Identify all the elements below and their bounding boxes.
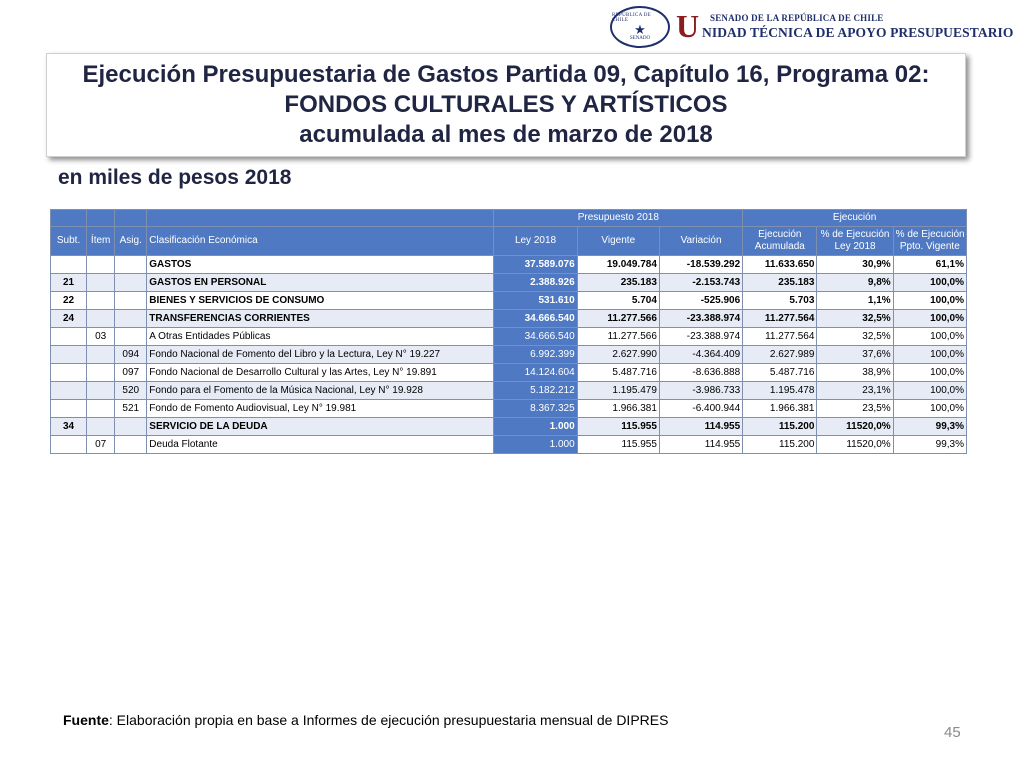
cell-ley: 2.388.926 bbox=[494, 274, 577, 292]
cell-vigente: 5.704 bbox=[577, 292, 659, 310]
cell-item bbox=[87, 418, 115, 436]
header-presupuesto-group: Presupuesto 2018 bbox=[494, 210, 743, 227]
cell-clasificacion: GASTOS EN PERSONAL bbox=[147, 274, 494, 292]
table-row bbox=[51, 328, 967, 346]
cell-vigente: 11.277.566 bbox=[577, 328, 659, 346]
header-variacion: Variación bbox=[659, 227, 742, 256]
cell-variacion: 114.955 bbox=[659, 436, 742, 454]
cell-asig bbox=[115, 328, 147, 346]
cell-pct-vigente: 100,0% bbox=[893, 292, 966, 310]
header-text: Ley 2018 bbox=[834, 241, 876, 252]
cell-ley: 37.589.076 bbox=[494, 256, 577, 274]
cell-ejecucion-acumulada: 11.277.564 bbox=[743, 310, 817, 328]
table-row bbox=[51, 274, 967, 292]
cell-pct-vigente: 100,0% bbox=[893, 328, 966, 346]
cell-pct-ley: 30,9% bbox=[817, 256, 893, 274]
source-footnote bbox=[63, 712, 668, 728]
header-text: % de Ejecución bbox=[820, 229, 890, 240]
cell-ley: 34.666.540 bbox=[494, 328, 577, 346]
cell-ley: 8.367.325 bbox=[494, 400, 577, 418]
header-clasificacion: Clasificación Económica bbox=[147, 227, 494, 256]
cell-pct-vigente: 100,0% bbox=[893, 346, 966, 364]
cell-ley: 1.000 bbox=[494, 436, 577, 454]
cell-pct-ley: 38,9% bbox=[817, 364, 893, 382]
header-text: % de Ejecución bbox=[895, 229, 965, 240]
cell-item bbox=[87, 274, 115, 292]
cell-ley: 1.000 bbox=[494, 418, 577, 436]
cell-subt bbox=[51, 400, 87, 418]
cell-clasificacion: Fondo de Fomento Audiovisual, Ley N° 19.981 bbox=[147, 400, 494, 418]
cell-item: 07 bbox=[87, 436, 115, 454]
table-row bbox=[51, 346, 967, 364]
cell-pct-ley: 32,5% bbox=[817, 310, 893, 328]
cell-variacion: -4.364.409 bbox=[659, 346, 742, 364]
cell-subt: 22 bbox=[51, 292, 87, 310]
cell-clasificacion: SERVICIO DE LA DEUDA bbox=[147, 418, 494, 436]
cell-subt: 24 bbox=[51, 310, 87, 328]
cell-vigente: 1.966.381 bbox=[577, 400, 659, 418]
cell-asig: 094 bbox=[115, 346, 147, 364]
cell-variacion: 114.955 bbox=[659, 418, 742, 436]
cell-subt bbox=[51, 436, 87, 454]
header-vigente: Vigente bbox=[577, 227, 659, 256]
cell-pct-ley: 11520,0% bbox=[817, 436, 893, 454]
header-ley: Ley 2018 bbox=[494, 227, 577, 256]
cell-ejecucion-acumulada: 2.627.989 bbox=[743, 346, 817, 364]
cell-pct-vigente: 100,0% bbox=[893, 274, 966, 292]
cell-asig: 520 bbox=[115, 382, 147, 400]
cell-pct-vigente: 99,3% bbox=[893, 436, 966, 454]
title-line-2: FONDOS CULTURALES Y ARTÍSTICOS bbox=[284, 91, 728, 118]
cell-asig bbox=[115, 274, 147, 292]
table-row bbox=[51, 292, 967, 310]
cell-item bbox=[87, 382, 115, 400]
cell-vigente: 1.195.479 bbox=[577, 382, 659, 400]
header-column-row bbox=[51, 227, 967, 256]
table-row bbox=[51, 364, 967, 382]
header-group-row bbox=[51, 210, 967, 227]
cell-asig bbox=[115, 292, 147, 310]
cell-pct-ley: 37,6% bbox=[817, 346, 893, 364]
header-pct-ley bbox=[817, 227, 893, 256]
table-body bbox=[51, 256, 967, 454]
footnote-label: Fuente bbox=[63, 712, 109, 728]
cell-ley: 531.610 bbox=[494, 292, 577, 310]
header-asig: Asig. bbox=[115, 227, 147, 256]
cell-pct-ley: 9,8% bbox=[817, 274, 893, 292]
cell-item: 03 bbox=[87, 328, 115, 346]
cell-ley: 6.992.399 bbox=[494, 346, 577, 364]
header-text: Ppto. Vigente bbox=[899, 241, 960, 252]
cell-ejecucion-acumulada: 235.183 bbox=[743, 274, 817, 292]
cell-vigente: 11.277.566 bbox=[577, 310, 659, 328]
logo-initial: U bbox=[676, 8, 700, 44]
cell-pct-ley: 32,5% bbox=[817, 328, 893, 346]
cell-subt: 21 bbox=[51, 274, 87, 292]
cell-vigente: 19.049.784 bbox=[577, 256, 659, 274]
header-item: Ítem bbox=[87, 227, 115, 256]
cell-ejecucion-acumulada: 115.200 bbox=[743, 436, 817, 454]
cell-clasificacion: TRANSFERENCIAS CORRIENTES bbox=[147, 310, 494, 328]
cell-vigente: 5.487.716 bbox=[577, 364, 659, 382]
header-blank bbox=[51, 210, 87, 227]
logo-line-1: SENADO DE LA REPÚBLICA DE CHILE bbox=[710, 13, 884, 23]
cell-variacion: -8.636.888 bbox=[659, 364, 742, 382]
cell-pct-vigente: 100,0% bbox=[893, 400, 966, 418]
cell-pct-ley: 23,1% bbox=[817, 382, 893, 400]
cell-item bbox=[87, 310, 115, 328]
cell-item bbox=[87, 292, 115, 310]
cell-pct-vigente: 100,0% bbox=[893, 382, 966, 400]
cell-variacion: -18.539.292 bbox=[659, 256, 742, 274]
header-blank bbox=[147, 210, 494, 227]
cell-ley: 14.124.604 bbox=[494, 364, 577, 382]
header-blank bbox=[87, 210, 115, 227]
cell-pct-vigente: 99,3% bbox=[893, 418, 966, 436]
cell-subt bbox=[51, 364, 87, 382]
cell-pct-ley: 23,5% bbox=[817, 400, 893, 418]
cell-ejecucion-acumulada: 1.195.478 bbox=[743, 382, 817, 400]
senado-seal-logo bbox=[610, 6, 670, 48]
header-ejecucion-group: Ejecución bbox=[743, 210, 967, 227]
cell-ejecucion-acumulada: 5.487.716 bbox=[743, 364, 817, 382]
footnote-text: : Elaboración propia en base a Informes de ejecución presupuestaria mensual de DIPRES bbox=[108, 712, 669, 728]
cell-variacion: -6.400.944 bbox=[659, 400, 742, 418]
cell-item bbox=[87, 364, 115, 382]
cell-ejecucion-acumulada: 11.277.564 bbox=[743, 328, 817, 346]
cell-vigente: 115.955 bbox=[577, 436, 659, 454]
seal-top-text: REPÚBLICA DE CHILE bbox=[612, 13, 652, 23]
cell-pct-vigente: 100,0% bbox=[893, 364, 966, 382]
cell-clasificacion: A Otras Entidades Públicas bbox=[147, 328, 494, 346]
header-subt: Subt. bbox=[51, 227, 87, 256]
cell-clasificacion: BIENES Y SERVICIOS DE CONSUMO bbox=[147, 292, 494, 310]
table-row bbox=[51, 310, 967, 328]
cell-ejecucion-acumulada: 1.966.381 bbox=[743, 400, 817, 418]
page-number: 45 bbox=[944, 724, 961, 741]
cell-ejecucion-acumulada: 115.200 bbox=[743, 418, 817, 436]
cell-asig bbox=[115, 310, 147, 328]
cell-asig: 521 bbox=[115, 400, 147, 418]
units-subtitle: en miles de pesos 2018 bbox=[58, 166, 292, 189]
cell-subt bbox=[51, 346, 87, 364]
cell-vigente: 235.183 bbox=[577, 274, 659, 292]
cell-item bbox=[87, 256, 115, 274]
table-row bbox=[51, 436, 967, 454]
title-box bbox=[46, 53, 966, 157]
cell-vigente: 2.627.990 bbox=[577, 346, 659, 364]
table-row bbox=[51, 418, 967, 436]
cell-subt: 34 bbox=[51, 418, 87, 436]
cell-subt bbox=[51, 382, 87, 400]
title-line-1: Ejecución Presupuestaria de Gastos Partida 09, Capítulo 16, Programa 02: bbox=[82, 61, 930, 88]
cell-item bbox=[87, 346, 115, 364]
cell-variacion: -3.986.733 bbox=[659, 382, 742, 400]
cell-ejecucion-acumulada: 5.703 bbox=[743, 292, 817, 310]
cell-clasificacion: Fondo para el Fomento de la Música Nacional, Ley N° 19.928 bbox=[147, 382, 494, 400]
cell-clasificacion: GASTOS bbox=[147, 256, 494, 274]
title-line-3: acumulada al mes de marzo de 2018 bbox=[299, 121, 713, 148]
cell-item bbox=[87, 400, 115, 418]
cell-variacion: -23.388.974 bbox=[659, 310, 742, 328]
cell-clasificacion: Fondo Nacional de Desarrollo Cultural y las Artes, Ley N° 19.891 bbox=[147, 364, 494, 382]
cell-pct-vigente: 61,1% bbox=[893, 256, 966, 274]
cell-variacion: -525.906 bbox=[659, 292, 742, 310]
table-row bbox=[51, 400, 967, 418]
star-icon: ★ bbox=[634, 22, 646, 37]
table-row bbox=[51, 382, 967, 400]
header-pct-vigente bbox=[893, 227, 966, 256]
cell-clasificacion: Fondo Nacional de Fomento del Libro y la Lectura, Ley N° 19.227 bbox=[147, 346, 494, 364]
cell-asig: 097 bbox=[115, 364, 147, 382]
cell-vigente: 115.955 bbox=[577, 418, 659, 436]
cell-asig bbox=[115, 256, 147, 274]
cell-asig bbox=[115, 418, 147, 436]
table-row bbox=[51, 256, 967, 274]
cell-subt bbox=[51, 328, 87, 346]
cell-asig bbox=[115, 436, 147, 454]
cell-pct-vigente: 100,0% bbox=[893, 310, 966, 328]
cell-variacion: -2.153.743 bbox=[659, 274, 742, 292]
seal-bottom-text: SENADO bbox=[629, 36, 651, 41]
logo-line-2: NIDAD TÉCNICA DE APOYO PRESUPUESTARIO bbox=[702, 25, 1014, 40]
cell-ley: 5.182.212 bbox=[494, 382, 577, 400]
cell-subt bbox=[51, 256, 87, 274]
header-blank bbox=[115, 210, 147, 227]
cell-clasificacion: Deuda Flotante bbox=[147, 436, 494, 454]
cell-ejecucion-acumulada: 11.633.650 bbox=[743, 256, 817, 274]
cell-ley: 34.666.540 bbox=[494, 310, 577, 328]
header-ejecucion-acumulada bbox=[743, 227, 817, 256]
cell-variacion: -23.388.974 bbox=[659, 328, 742, 346]
cell-pct-ley: 11520,0% bbox=[817, 418, 893, 436]
budget-table bbox=[50, 209, 967, 454]
header-text: Ejecución bbox=[758, 229, 802, 240]
cell-pct-ley: 1,1% bbox=[817, 292, 893, 310]
header-text: Acumulada bbox=[754, 241, 805, 252]
